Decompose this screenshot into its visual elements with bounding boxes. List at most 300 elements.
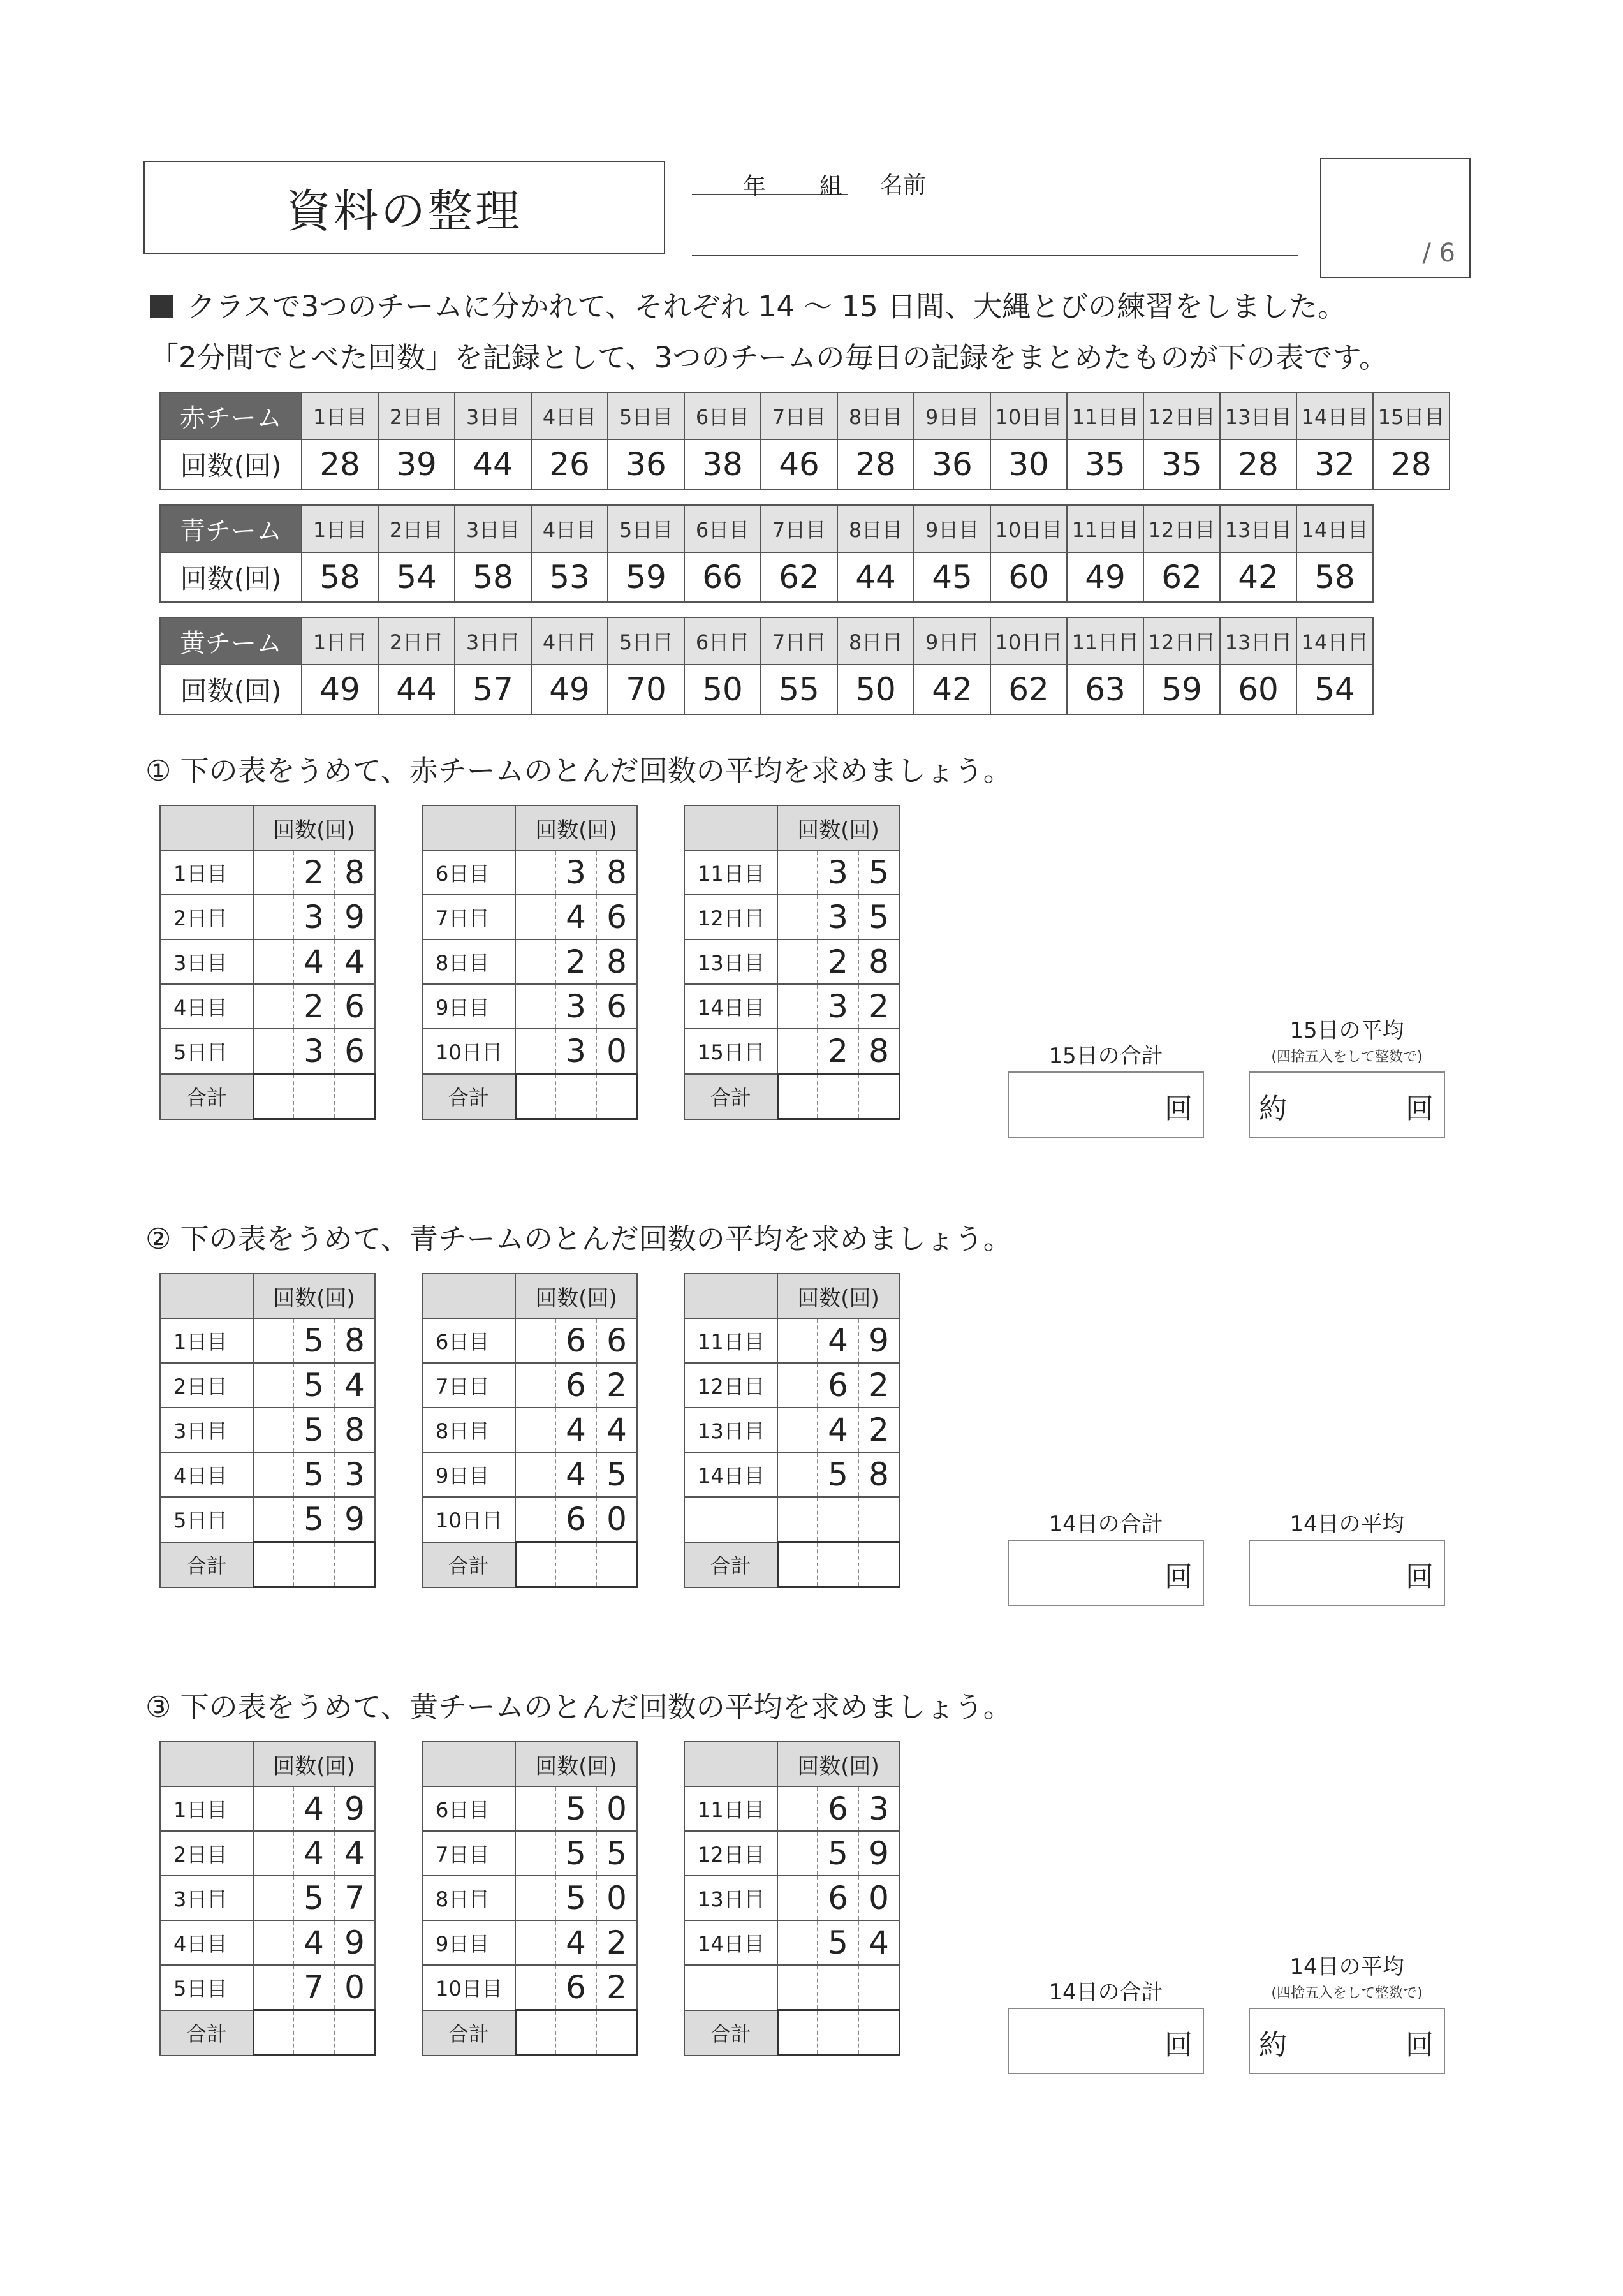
name-label: 名前 [880,172,927,198]
count-value-cell [777,1318,899,1363]
digit-columns: 7 0 [254,1966,374,2009]
count-cell: 45 [914,552,990,602]
day-label: 3日目 [160,1876,253,1920]
day-header: 5日目 [608,392,684,439]
count-cell: 62 [990,665,1067,714]
answer-row [160,1786,375,1831]
digit-columns: 5 5 [516,1832,636,1875]
team-name: 黄チーム [160,617,302,665]
day-label: 4日目 [160,984,253,1029]
count-value-cell [777,1920,899,1965]
sum-label: 合計 [160,1074,253,1119]
count-cell: 38 [684,439,761,489]
count-cell: 62 [1143,552,1220,602]
count-cell: 49 [531,665,608,714]
team-name: 青チーム [160,505,302,552]
answer-row [422,1318,637,1363]
digit-columns: 5 3 [254,1453,374,1496]
average-unit: 回 [1406,2029,1434,2061]
day-label: 14日目 [684,1452,777,1497]
team-count-row [160,665,1373,714]
digit-columns: 5 0 [516,1787,636,1830]
answer-row [422,939,637,984]
answer-table-header [422,1274,637,1318]
digit-columns: 5 8 [778,1453,899,1496]
answer-row [684,1318,899,1363]
blank-header-cell [160,1742,253,1786]
count-cell: 57 [455,665,531,714]
count-column-header: 回数(回) [515,1274,637,1318]
day-header: 5日目 [608,617,684,665]
answer-row [684,1452,899,1497]
team-name: 赤チーム [160,392,302,439]
count-value-cell [253,1965,375,2010]
digit-columns [779,2011,899,2054]
count-cell: 70 [608,665,684,714]
day-header: 14日目 [1296,617,1373,665]
day-label: 6日目 [422,1786,515,1831]
blank-header-cell [422,1742,515,1786]
total-label: 14日の合計 [1048,1980,1163,2005]
digit-columns: 4 9 [778,1319,899,1362]
digit-columns: 5 9 [778,1832,899,1875]
digit-columns: 4 9 [254,1921,374,1964]
digit-columns: 6 2 [778,1364,899,1407]
day-header: 2日目 [378,617,455,665]
average-label: 14日の平均 [1289,1954,1404,1980]
digit-columns: 3 5 [778,851,899,894]
day-header: 13日目 [1220,392,1296,439]
answer-row [684,1876,899,1920]
day-header: 15日目 [1373,392,1450,439]
count-value-cell [515,1029,637,1074]
digit-columns: 5 8 [254,1319,374,1362]
day-header: 2日目 [378,392,455,439]
answer-table [159,1273,376,1588]
digit-columns: 6 2 [516,1966,636,2009]
blank-header-cell [684,1274,777,1318]
count-row-label: 回数(回) [160,439,302,489]
answer-row [684,1786,899,1831]
day-label: 10日目 [422,1029,515,1074]
count-column-header: 回数(回) [253,806,375,850]
answer-row [160,895,375,939]
digit-columns [778,1966,899,2009]
answer-table [422,1741,638,2056]
total-unit: 回 [1164,1561,1193,1593]
count-cell: 59 [608,552,684,602]
count-value-cell [253,939,375,984]
count-cell: 28 [1220,439,1296,489]
score-box [1320,158,1471,278]
digit-columns: 2 8 [254,851,374,894]
answer-row [422,1831,637,1876]
answer-row [684,1029,899,1074]
day-header: 6日目 [684,505,761,552]
day-label: 12日目 [684,1363,777,1408]
sum-label: 合計 [422,2010,515,2056]
intro-line-1 [150,283,1346,325]
count-cell: 35 [1067,439,1143,489]
sum-input-cell[interactable] [515,1542,637,1587]
sum-label: 合計 [422,1542,515,1587]
digit-columns: 4 4 [516,1408,636,1452]
day-header: 12日目 [1143,505,1220,552]
digit-columns: 6 0 [778,1876,899,1920]
count-value-cell [515,1965,637,2010]
digit-columns: 4 4 [254,940,374,983]
count-column-header: 回数(回) [777,1274,899,1318]
answer-row [684,1497,899,1542]
average-note: (四捨五入をして整数で) [1271,1985,1423,2001]
intro-text-2: 「2分間でとべた回数」を記録として、3つのチームの毎日の記録をまとめたものが下の表です。 [150,341,1388,374]
count-value-cell [253,1497,375,1542]
blank-header-cell [684,806,777,850]
count-cell: 53 [531,552,608,602]
day-header: 9日目 [914,505,990,552]
total-unit: 回 [1164,2029,1193,2061]
digit-columns: 3 2 [778,985,899,1028]
digit-columns: 5 4 [254,1364,374,1407]
day-label: 1日目 [160,1318,253,1363]
answer-table-header [160,1742,375,1786]
count-cell: 54 [378,552,455,602]
count-cell: 36 [914,439,990,489]
count-value-cell [253,1786,375,1831]
answer-row [422,1876,637,1920]
digit-columns: 3 8 [516,851,636,894]
day-header: 10日目 [990,392,1067,439]
count-cell: 58 [1296,552,1373,602]
count-value-cell [253,1876,375,1920]
day-label: 11日目 [684,1318,777,1363]
day-label: 5日目 [160,1029,253,1074]
blank-header-cell [422,1274,515,1318]
empty-day-label [684,1965,777,2010]
blank-header-cell [684,1742,777,1786]
average-label: 14日の平均 [1289,1512,1404,1537]
red-team-record-table [159,392,1450,490]
count-column-header: 回数(回) [515,1742,637,1786]
count-cell: 28 [302,439,378,489]
day-header: 4日目 [531,392,608,439]
day-header: 10日目 [990,505,1067,552]
day-header: 4日目 [531,617,608,665]
answer-row [684,850,899,895]
day-label: 2日目 [160,1831,253,1876]
count-cell: 49 [1067,552,1143,602]
sum-label: 合計 [422,1074,515,1119]
count-value-cell [515,1876,637,1920]
day-label: 13日目 [684,1876,777,1920]
day-header: 13日目 [1220,617,1296,665]
count-cell: 59 [1143,665,1220,714]
day-header: 11日目 [1067,617,1143,665]
count-value-cell [515,1363,637,1408]
day-label: 5日目 [160,1497,253,1542]
answer-table [422,805,638,1120]
question-2-text: ② 下の表をうめて、青チームのとんだ回数の平均を求めましょう。 [145,1222,1012,1256]
digit-columns: 6 2 [516,1364,636,1407]
worksheet-title: 資料の整理 [143,161,665,254]
count-value-cell [515,939,637,984]
answer-row [160,1363,375,1408]
count-value-cell [515,895,637,939]
count-column-header: 回数(回) [253,1742,375,1786]
count-cell: 42 [914,665,990,714]
answer-table-header [160,806,375,850]
digit-columns: 2 8 [778,1029,899,1073]
average-unit: 回 [1406,1561,1434,1593]
digit-columns: 3 5 [778,895,899,939]
sum-label: 合計 [684,1542,777,1587]
count-value-cell [515,1831,637,1876]
sum-label: 合計 [160,2010,253,2056]
intro-line-2 [150,334,1388,376]
digit-columns [779,1543,899,1586]
digit-columns [517,2011,636,2054]
answer-row [160,1965,375,2010]
count-value-cell [515,1318,637,1363]
day-label: 8日目 [422,939,515,984]
answer-table [684,805,900,1120]
day-label: 9日目 [422,1452,515,1497]
day-header: 10日目 [990,617,1067,665]
count-cell: 42 [1220,552,1296,602]
count-cell: 39 [378,439,455,489]
count-value-cell [777,850,899,895]
answer-row [684,1363,899,1408]
count-column-header: 回数(回) [253,1274,375,1318]
count-value-cell [253,1408,375,1452]
day-header: 3日目 [455,505,531,552]
count-cell: 60 [990,552,1067,602]
day-header: 8日目 [837,617,914,665]
count-cell: 62 [761,552,837,602]
sum-input-cell[interactable] [515,2010,637,2056]
day-header: 9日目 [914,392,990,439]
empty-value-cell [777,1965,899,2010]
answer-row [684,1831,899,1876]
average-answer-box[interactable] [1249,2008,1445,2074]
count-value-cell [777,1831,899,1876]
answer-table-header [684,1274,899,1318]
sum-row [684,1542,899,1587]
answer-table-header [422,1742,637,1786]
count-value-cell [253,1452,375,1497]
answer-row [160,1497,375,1542]
digit-columns [254,1543,374,1586]
team-day-header-row [160,505,1373,552]
answer-row [684,1920,899,1965]
day-label: 3日目 [160,939,253,984]
question-1-text: ① 下の表をうめて、赤チームのとんだ回数の平均を求めましょう。 [145,754,1012,788]
answer-table [159,1741,376,2056]
digit-columns [254,1075,374,1118]
empty-value-cell [777,1497,899,1542]
digit-columns: 4 2 [516,1921,636,1964]
day-header: 7日目 [761,392,837,439]
day-label: 12日目 [684,1831,777,1876]
count-value-cell [777,1363,899,1408]
count-value-cell [253,850,375,895]
answer-row [160,1831,375,1876]
day-label: 6日目 [422,850,515,895]
answer-row [422,1408,637,1452]
day-label: 13日目 [684,939,777,984]
approx-label: 約 [1259,2029,1287,2061]
count-value-cell [777,984,899,1029]
digit-columns: 5 4 [778,1921,899,1964]
digit-columns: 4 4 [254,1832,374,1875]
answer-row [684,939,899,984]
count-value-cell [777,1408,899,1452]
day-header: 4日目 [531,505,608,552]
count-cell: 58 [302,552,378,602]
total-answer-box[interactable] [1008,2008,1204,2074]
sum-label: 合計 [684,2010,777,2056]
average-answer-box[interactable] [1249,1071,1445,1138]
answer-table [684,1273,900,1588]
count-cell: 66 [684,552,761,602]
count-value-cell [253,1318,375,1363]
sum-input-cell[interactable] [777,1074,899,1119]
day-header: 6日目 [684,617,761,665]
day-label: 5日目 [160,1965,253,2010]
sum-row [422,1074,637,1119]
digit-columns: 5 9 [254,1498,374,1541]
day-label: 3日目 [160,1408,253,1452]
day-header: 11日目 [1067,392,1143,439]
day-header: 7日目 [761,505,837,552]
digit-columns: 5 0 [516,1876,636,1920]
answer-row [422,1363,637,1408]
total-answer-box[interactable] [1008,1540,1204,1606]
sum-input-cell[interactable] [515,1074,637,1119]
sum-row [160,1074,375,1119]
answer-row [160,1876,375,1920]
day-label: 4日目 [160,1920,253,1965]
digit-columns: 4 5 [516,1453,636,1496]
blank-header-cell [160,1274,253,1318]
answer-row [160,1029,375,1074]
answer-row [422,1497,637,1542]
sum-input-cell[interactable] [253,2010,375,2056]
day-label: 13日目 [684,1408,777,1452]
name-field[interactable] [692,217,1298,256]
answer-row [422,1452,637,1497]
total-answer-box[interactable] [1008,1071,1204,1138]
team-count-row [160,552,1373,602]
count-value-cell [515,1408,637,1452]
count-value-cell [253,1029,375,1074]
day-label: 10日目 [422,1497,515,1542]
sum-input-cell[interactable] [253,1074,375,1119]
count-value-cell [515,1920,637,1965]
count-cell: 46 [761,439,837,489]
day-header: 1日目 [302,392,378,439]
answer-row [160,1920,375,1965]
digit-columns: 6 6 [516,1319,636,1362]
digit-columns: 3 9 [254,895,374,939]
answer-table [422,1273,638,1588]
total-label: 15日の合計 [1048,1043,1163,1069]
sum-row [422,2010,637,2056]
count-value-cell [777,895,899,939]
digit-columns [517,1543,636,1586]
sum-row [684,1074,899,1119]
count-value-cell [515,1452,637,1497]
count-value-cell [253,984,375,1029]
count-value-cell [777,1876,899,1920]
count-column-header: 回数(回) [777,1742,899,1786]
answer-row [684,1965,899,2010]
count-cell: 54 [1296,665,1373,714]
day-label: 11日目 [684,1786,777,1831]
count-value-cell [253,1920,375,1965]
digit-columns: 3 6 [516,985,636,1028]
intro-text-1: クラスで3つのチームに分かれて、それぞれ 14 ～ 15 日間、大縄とびの練習をしました。 [187,290,1347,323]
count-cell: 30 [990,439,1067,489]
day-header: 14日目 [1296,505,1373,552]
count-row-label: 回数(回) [160,552,302,602]
sum-input-cell[interactable] [253,1542,375,1587]
count-value-cell [253,895,375,939]
day-header: 3日目 [455,392,531,439]
day-label: 1日目 [160,1786,253,1831]
digit-columns: 4 9 [254,1787,374,1830]
count-cell: 32 [1296,439,1373,489]
digit-columns: 5 8 [254,1408,374,1452]
digit-columns [517,1075,636,1118]
count-cell: 36 [608,439,684,489]
day-label: 9日目 [422,984,515,1029]
answer-table [159,805,376,1120]
sum-input-cell[interactable] [777,2010,899,2056]
day-label: 6日目 [422,1318,515,1363]
answer-row [160,1318,375,1363]
day-label: 4日目 [160,1452,253,1497]
digit-columns [778,1498,899,1541]
digit-columns: 4 6 [516,895,636,939]
count-column-header: 回数(回) [515,806,637,850]
average-answer-box[interactable] [1249,1540,1445,1606]
average-label: 15日の平均 [1289,1018,1404,1043]
day-label: 15日目 [684,1029,777,1074]
day-header: 12日目 [1143,617,1220,665]
grade-label: 年 [743,173,767,200]
answer-row [422,1786,637,1831]
count-cell: 26 [531,439,608,489]
day-header: 7日目 [761,617,837,665]
day-header: 1日目 [302,617,378,665]
day-header: 12日目 [1143,392,1220,439]
digit-columns: 6 0 [516,1498,636,1541]
average-unit: 回 [1406,1093,1434,1125]
day-header: 8日目 [837,392,914,439]
count-cell: 35 [1143,439,1220,489]
digit-columns: 2 6 [254,985,374,1028]
answer-row [422,1965,637,2010]
total-unit: 回 [1164,1093,1193,1125]
count-value-cell [777,1786,899,1831]
approx-label: 約 [1259,1093,1287,1125]
count-value-cell [777,1029,899,1074]
sum-input-cell[interactable] [777,1542,899,1587]
answer-row [160,984,375,1029]
digit-columns: 3 6 [254,1029,374,1073]
count-value-cell [777,1452,899,1497]
